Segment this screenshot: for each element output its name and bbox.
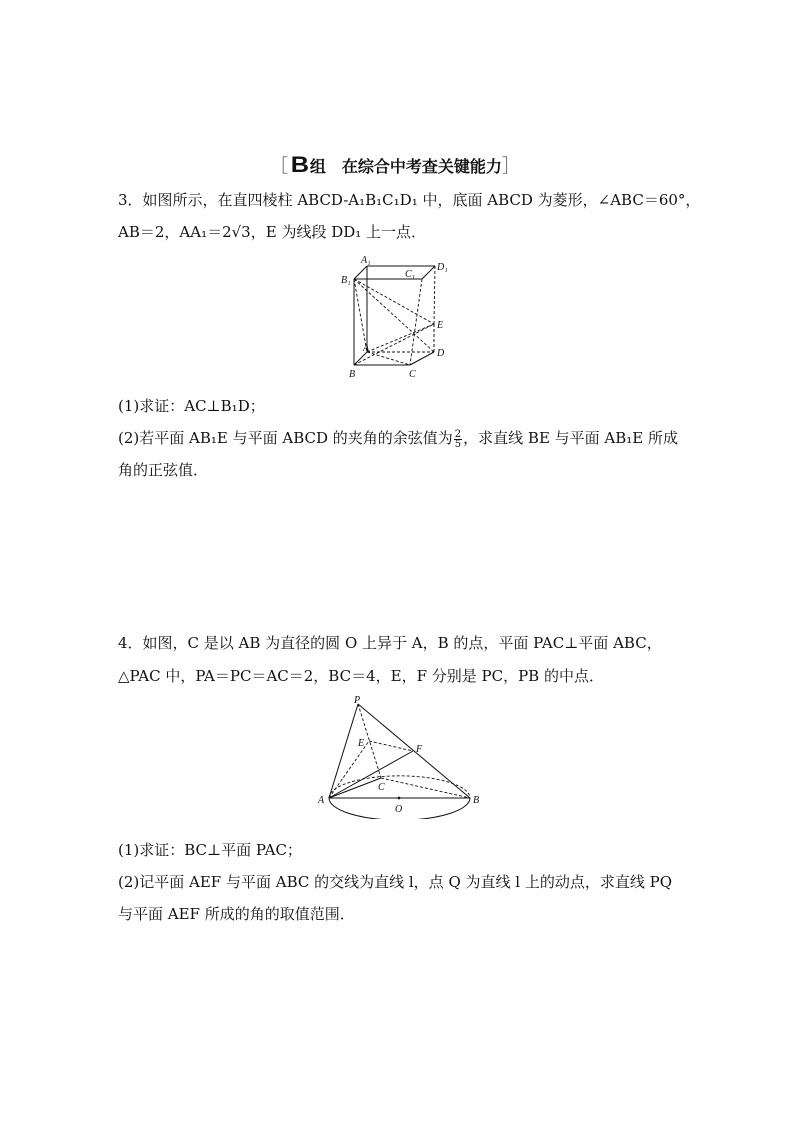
- edge-d1e: [434, 266, 435, 324]
- label-b: B: [349, 369, 356, 380]
- line-ef: [369, 741, 413, 751]
- label-b1: B₁: [341, 275, 351, 286]
- label-p: P: [354, 695, 361, 706]
- line-b1e: [354, 279, 434, 324]
- line-ac: [367, 352, 410, 365]
- section-title-text: 组 在综合中考查关键能力: [309, 157, 502, 176]
- label-a: A: [318, 795, 325, 806]
- problem3-number: 3: [118, 191, 128, 209]
- problem3-part2-line1: (2)若平面 AB₁E 与平面 ABCD 的夹角的余弦值为 $\frac{2}{5}$ ，求直线 BE 与平面 AB₁E 所成: [118, 428, 679, 450]
- label-o: O: [395, 804, 403, 815]
- line-b1d: [354, 279, 434, 352]
- prism-figure: [330, 252, 460, 382]
- label-f: F: [416, 744, 423, 755]
- label-a1: A₁: [361, 255, 371, 266]
- label-c: C: [409, 369, 416, 380]
- problem4-line2: △PAC 中，PA＝PC＝AC＝2，BC＝4，E，F 分别是 PC，PB 的中点．: [118, 667, 604, 685]
- edge-b1a1: [354, 266, 367, 279]
- problem3-stem-1: ．如图所示，在直四棱柱 ABCD-A₁B₁C₁D₁ 中，底面 ABCD 为菱形，∠ABC＝60°，: [127, 191, 701, 209]
- line-ae: [367, 324, 434, 352]
- label-c1: C₁: [405, 269, 416, 280]
- cone-figure: [312, 694, 482, 819]
- edge-c1c-hidden: [410, 279, 422, 365]
- label-b: B: [473, 795, 480, 806]
- problem4-part2-line1: (2)记平面 AEF 与平面 ABC 的交线为直线 l，点 Q 为直线 l 上的动点，求直线 PQ: [118, 873, 673, 891]
- problem3-part1: (1)求证：AC⊥B₁D；: [118, 397, 265, 415]
- problem4-part1: (1)求证：BC⊥平面 PAC；: [118, 841, 302, 859]
- problem4-stem-1: ．如图，C 是以 AB 为直径的圆 O 上异于 A，B 的点，平面 PAC⊥平面 ABC，: [127, 634, 662, 652]
- label-e: E: [437, 320, 444, 331]
- label-d: D: [437, 348, 445, 359]
- section-letter: B: [290, 152, 310, 177]
- problem3-line2: AB＝2，AA₁＝2√3，E 为线段 DD₁ 上一点．: [118, 223, 427, 241]
- problem4-line1: [118, 633, 662, 653]
- edge-c1d1: [422, 266, 435, 279]
- problem3-part2-line2: 角的正弦值．: [118, 461, 209, 479]
- cosine-fraction: $\frac{2}{5}$: [454, 428, 462, 450]
- problem3-line1: [118, 190, 700, 210]
- label-d1: D₁: [437, 262, 448, 273]
- label-a: A: [363, 343, 370, 354]
- edge-cb: [381, 778, 470, 798]
- line-ae: [329, 741, 369, 798]
- line-b1a: [354, 279, 367, 352]
- center-o-dot: [398, 797, 401, 800]
- problem4-part2-line2: 与平面 AEF 所成的角的取值范围．: [118, 905, 355, 923]
- label-c: C: [378, 782, 385, 793]
- problem4-number: 4: [118, 634, 128, 652]
- section-heading: ［ B组 在综合中考查关键能力］: [270, 152, 520, 177]
- circle-back-arc: [329, 776, 470, 798]
- edge-cd: [410, 352, 434, 365]
- label-e: E: [358, 738, 365, 749]
